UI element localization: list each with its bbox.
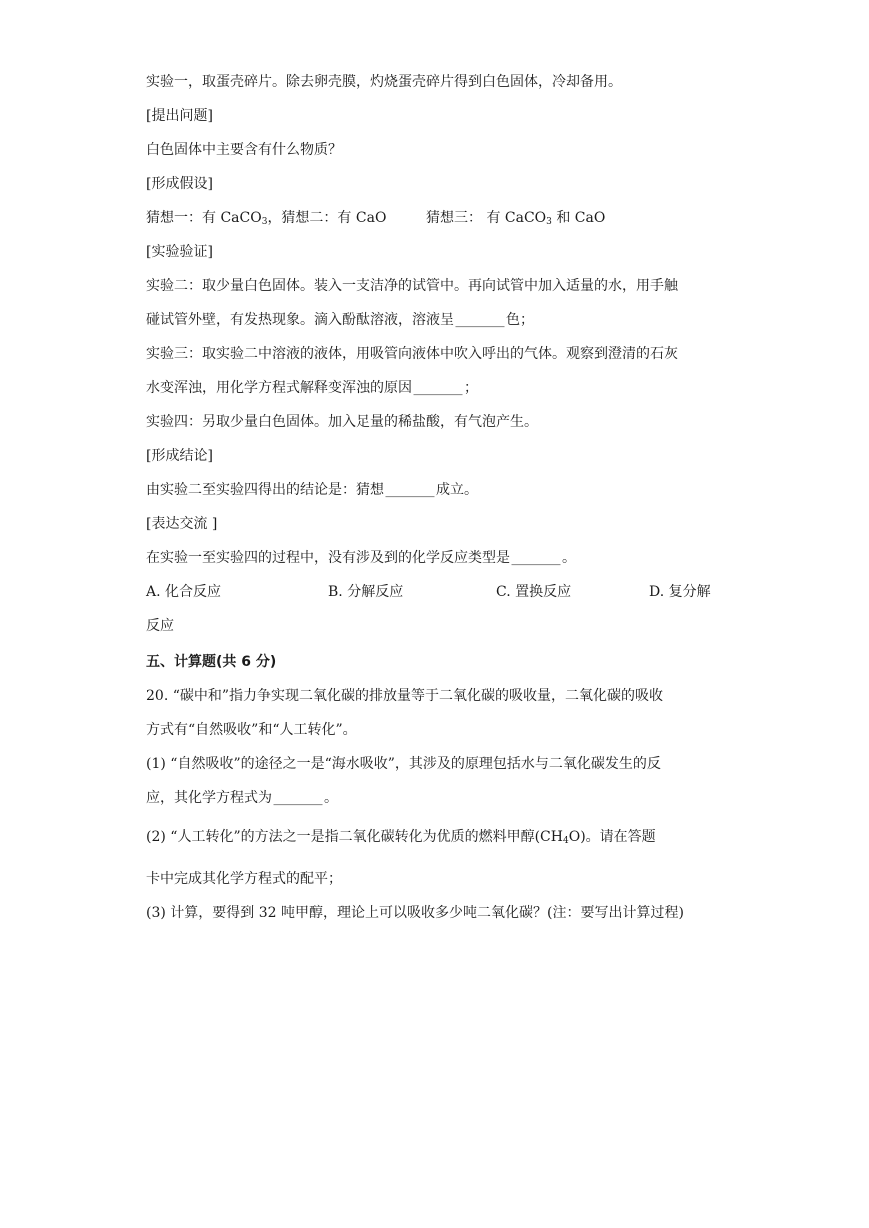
section-raise-question: [提出问题]: [146, 108, 213, 124]
section-verification: [实验验证]: [146, 244, 213, 260]
section-title: 五、计算题(共 6 分): [146, 654, 277, 670]
section-communication: [表达交流 ]: [146, 516, 218, 532]
option-c: C. 置换反应: [496, 584, 572, 600]
answer-blank: _______: [455, 312, 505, 328]
conclusion-text: 由实验二至实验四得出的结论是：猜想 _______ 成立。: [146, 482, 478, 498]
hypothesis-3: 猜想三： 有 CaCO$_3$ 和 CaO: [426, 210, 606, 227]
question-20-line-2: 方式有“自然吸收”和“人工转化”。: [146, 722, 357, 738]
reaction-type-question: 在实验一至实验四的过程中，没有涉及到的化学反应类型是 _______ 。: [146, 550, 576, 566]
question-20-part-2-line-2: 卡中完成其化学方程式的配平；: [146, 871, 342, 887]
answer-blank: _______: [413, 380, 463, 396]
experiment-3-line-2: 水变浑浊，用化学方程式解释变浑浊的原因 _______ ；: [146, 380, 478, 396]
experiment-1-text: 实验一，取蛋壳碎片。除去卵壳膜，灼烧蛋壳碎片得到白色固体，冷却备用。: [146, 74, 622, 90]
hypothesis-1-2: 猜想一：有 CaCO$_3$，猜想二：有 CaO: [146, 210, 387, 227]
experiment-4-text: 实验四：另取少量白色固体。加入足量的稀盐酸，有气泡产生。: [146, 414, 538, 430]
options-row: [146, 582, 736, 602]
answer-blank: _______: [273, 790, 323, 806]
option-b: B. 分解反应: [328, 584, 404, 600]
option-a: A. 化合反应: [146, 584, 222, 600]
question-20-part-2-line-1: (2) “人工转化”的方法之一是指二氧化碳转化为优质的燃料甲醇$(CH_4O)$。请在答题: [146, 829, 656, 846]
section-conclusion: [形成结论]: [146, 448, 213, 464]
experiment-3-line-1: 实验三：取实验二中溶液的液体，用吸管向液体中吹入呼出的气体。观察到澄清的石灰: [146, 346, 678, 362]
experiment-2-line-1: 实验二：取少量白色固体。装入一支洁净的试管中。再向试管中加入适量的水，用手触: [146, 278, 678, 294]
answer-blank: _______: [511, 550, 561, 566]
question-20-part-1-line-1: (1) “自然吸收”的途径之一是“海水吸收”，其涉及的原理包括水与二氧化碳发生的反: [146, 756, 661, 772]
section-hypothesis: [形成假设]: [146, 176, 213, 192]
question-20-part-1-line-2: 应，其化学方程式为 _______ 。: [146, 790, 338, 806]
question-20-line-1: 20. “碳中和”指力争实现二氧化碳的排放量等于二氧化碳的吸收量，二氧化碳的吸收: [146, 688, 664, 704]
option-d: D. 复分解: [649, 584, 711, 600]
option-d-continued: 反应: [146, 618, 174, 634]
answer-blank: _______: [385, 482, 435, 498]
question-text: 白色固体中主要含有什么物质？: [146, 142, 342, 158]
question-20-part-3: (3) 计算，要得到 32 吨甲醇，理论上可以吸收多少吨二氧化碳？(注：要写出计算过程): [146, 905, 684, 921]
hypotheses-line: [146, 208, 606, 228]
experiment-2-line-2: 碰试管外壁，有发热现象。滴入酚酞溶液，溶液呈 _______ 色；: [146, 312, 534, 328]
